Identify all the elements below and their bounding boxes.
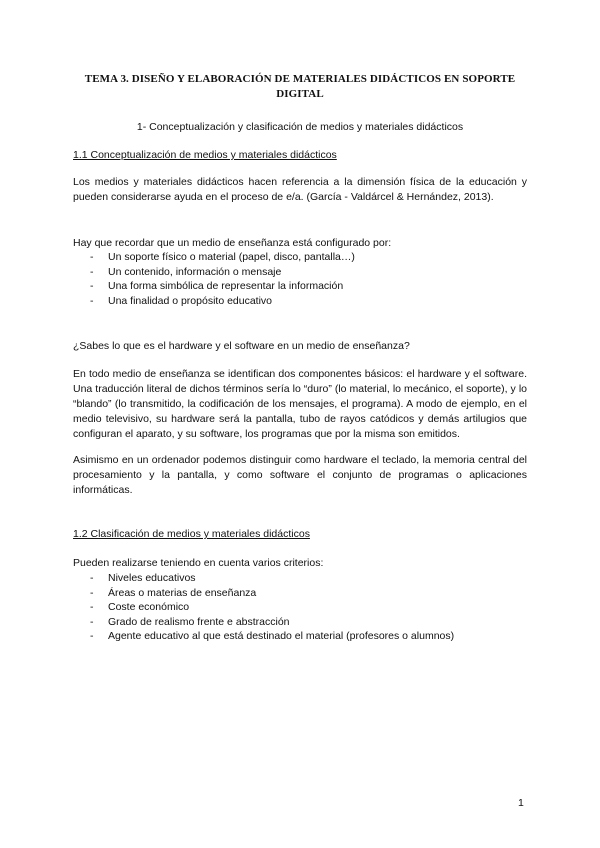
- list-item: - Una forma simbólica de representar la información: [73, 279, 355, 294]
- hardware-software-paragraph: En todo medio de enseñanza se identifican dos componentes básicos: el hardware y el software. Una traducción literal de dichos términos sería lo “duro” (lo material, lo mecánico, el soporte), y lo “blando” (lo transmitido, la codificación de los mensajes, el programa). A modo de ejemplo, en el medio televisivo, su hardware será la pantalla, tubo de rayos catódicos y demás artilugios que configuran el aparato, y su software, los programas que por la misma son emitidos.: [73, 368, 527, 440]
- list-item: - Un soporte físico o material (papel, disco, pantalla…): [73, 250, 355, 265]
- document-title-line-2: DIGITAL: [276, 88, 324, 100]
- section-1-intro: Los medios y materiales didácticos hacen referencia a la dimensión física de la educación y pueden considerarse ayuda en el proceso de e/a. (García - Valdárcel & Hernández, 2013).: [73, 176, 527, 203]
- document-title-line-1: TEMA 3. DISEÑO Y ELABORACIÓN DE MATERIALES DIDÁCTICOS EN SOPORTE: [84, 73, 516, 85]
- list-item: - Un contenido, información o mensaje: [73, 265, 355, 280]
- section-1-heading: 1.1 Conceptualización de medios y materiales didácticos: [73, 149, 337, 161]
- subtitle: 1- Conceptualización y clasificación de medios y materiales didácticos: [136, 121, 464, 133]
- list-item: - Coste económico: [73, 600, 454, 615]
- list-item: - Agente educativo al que está destinado el material (profesores o alumnos): [73, 629, 454, 644]
- criteria-intro: Pueden realizarse teniendo en cuenta varios criterios:: [73, 557, 324, 569]
- list-item: - Niveles educativos: [73, 571, 454, 586]
- page-number: 1: [518, 797, 524, 809]
- section-2-heading: 1.2 Clasificación de medios y materiales didácticos: [73, 528, 310, 540]
- document-title: [70, 72, 530, 102]
- medium-components-list: [73, 250, 355, 308]
- computer-paragraph: Asimismo en un ordenador podemos distinguir como hardware el teclado, la memoria central del procesamiento y la pantalla, y como software el conjunto de programas o aplicaciones informáticas.: [73, 454, 527, 496]
- criteria-list: [73, 571, 454, 644]
- list-item: - Grado de realismo frente e abstracción: [73, 615, 454, 630]
- list-intro: Hay que recordar que un medio de enseñanza está configurado por:: [73, 237, 392, 249]
- list-item: - Áreas o materias de enseñanza: [73, 586, 454, 601]
- list-item: - Una finalidad o propósito educativo: [73, 294, 355, 309]
- question: ¿Sabes lo que es el hardware y el software en un medio de enseñanza?: [73, 340, 410, 352]
